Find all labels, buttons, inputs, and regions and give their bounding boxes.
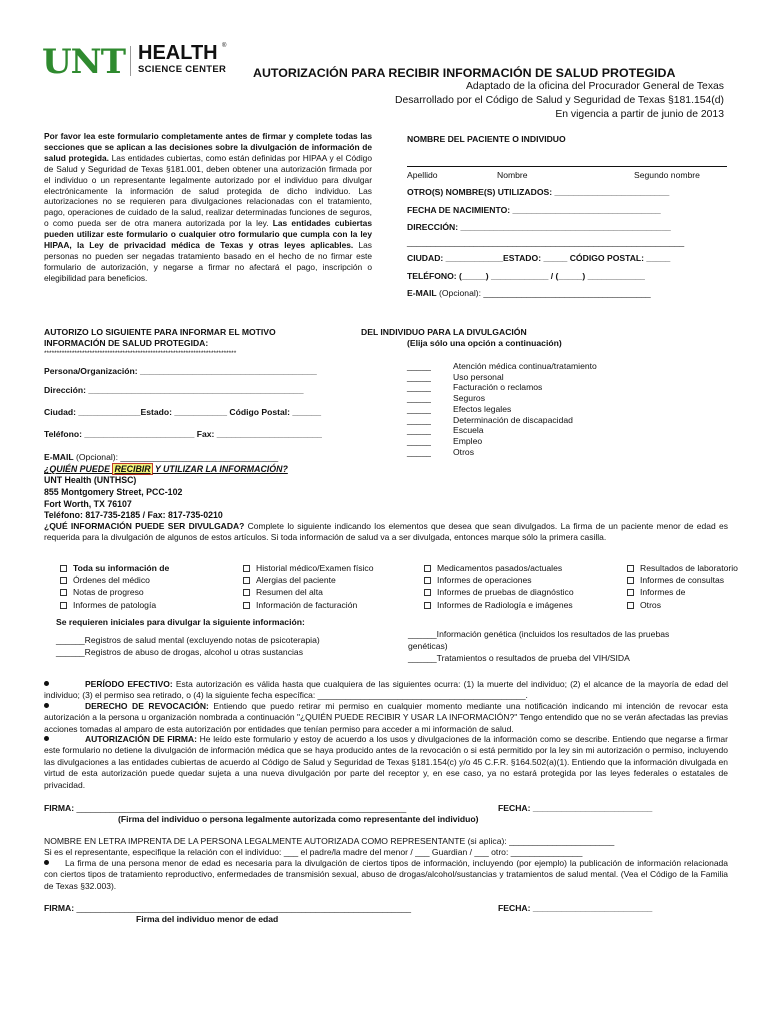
info-item-label: Toda su información de — [73, 563, 170, 573]
info-item-label: Informes de consultas — [640, 575, 725, 586]
checkbox-icon[interactable] — [60, 577, 67, 584]
recipient-city-field[interactable]: Ciudad: _____________Estado: ___________ Código Postal: ______ — [44, 407, 322, 417]
info-checkbox-item[interactable] — [243, 599, 374, 611]
revocacion-paragraph — [44, 701, 728, 735]
checkbox-icon[interactable] — [627, 589, 634, 596]
subtitle-line-3: En vigencia a partir de junio de 2013 — [555, 109, 724, 120]
bullet-icon — [44, 736, 49, 741]
info-checkbox-item[interactable] — [243, 586, 374, 598]
purpose-blank: _____ — [407, 425, 431, 436]
divulgacion-options-list — [407, 361, 597, 457]
logo-science-center-text: SCIENCE CENTER — [138, 64, 227, 75]
patient-email-label: E-MAIL — [407, 288, 437, 298]
firma-auth-text: He leído este formulario y estoy de acuerdo a los usos y divulgaciones de la información como se describe. Entiendo que negarse a firmar este formulario no detiene la divulgación de información médica que se haya producido antes de la revocación o si está permitido por la ley sin mi autorización o permiso, incluyendo las divulgaciones a las entidades cubiertas de acuerdo al Código de Salud y Seguridad de Texas §181.154(c) y/o 45 C.F.R. §164.502(a)(1). Entiendo que la información divulgada en virtud de esta autorización puede quedar sujeta a una nueva divulgación por parte del receptor y, en ese caso, ya no estará protegida por las leyes federales o estatales de privacidad. — [44, 734, 728, 790]
checkbox-icon[interactable] — [60, 589, 67, 596]
minor-text: La firma de una persona menor de edad es necesaria para la divulgación de ciertos tipos de información, incluyendo (por ejemplo) la publicación de información relacionada con ciertos tipos de tratamiento reproductivo, enfermedades de transmisión sexual, abuso de drogas/alcohol/sustancias y tratamientos de salud mental. (Vea el Código de la Familia de Texas §32.003). — [44, 858, 728, 891]
info-checkbox-item[interactable] — [60, 599, 169, 611]
info-item-label: Resumen del alta — [256, 587, 323, 598]
purpose-label: Uso personal — [453, 371, 504, 382]
info-column-4 — [627, 562, 738, 611]
representative-name-field[interactable]: NOMBRE EN LETRA IMPRENTA DE LA PERSONA LEGALMENTE AUTORIZADA COMO REPRESENTANTE (si aplica): ______________________ — [44, 836, 615, 846]
purpose-option[interactable] — [407, 382, 597, 393]
recipient-city: Fort Worth, TX 76107 — [44, 499, 132, 509]
info-item-label: Informes de — [640, 587, 686, 598]
purpose-option[interactable] — [407, 404, 597, 415]
info-item-label: Medicamentos pasados/actuales — [437, 563, 563, 573]
bullet-icon — [44, 681, 49, 686]
purpose-label: Facturación o reclamos — [453, 382, 543, 393]
quien-highlight: RECIBIR — [114, 464, 151, 474]
signature-line-2: ______________________________________________________________________ — [74, 903, 412, 913]
checkbox-icon[interactable] — [627, 577, 634, 584]
logo-divider — [130, 46, 131, 76]
autorizo-stars: **************************************************************************** — [44, 350, 237, 357]
label-nombre: Nombre — [497, 170, 528, 180]
purpose-option[interactable] — [407, 447, 597, 458]
periodo-label: PERÍODO EFECTIVO: — [85, 679, 173, 689]
signature-caption-2: Firma del individuo menor de edad — [136, 914, 279, 924]
firma-auth-label: AUTORIZACIÓN DE FIRMA: — [85, 734, 197, 744]
checkbox-icon[interactable] — [243, 589, 250, 596]
info-item-label: Historial médico/Examen físico — [256, 563, 374, 573]
label-apellido: Apellido — [407, 170, 438, 180]
info-checkbox-item[interactable] — [424, 562, 574, 574]
checkbox-icon[interactable] — [424, 565, 431, 572]
info-item-label: Resultados de laboratorio — [640, 563, 738, 573]
recipient-address-field[interactable]: Dirección: _____________________________________________ — [44, 385, 304, 395]
purpose-blank: _____ — [407, 371, 431, 382]
info-item-label: Información de facturación — [256, 599, 358, 610]
signature-date-2[interactable]: FECHA: _________________________ — [498, 903, 653, 913]
signature-caption-1: (Firma del individuo o persona legalmente autorizada como representante del individuo) — [118, 814, 479, 824]
subtitle-line-2: Desarrollado por el Código de Salud y Seguridad de Texas §181.154(d) — [394, 95, 724, 106]
initials-genetic-info-cont: genéticas) — [408, 641, 448, 651]
revocacion-label: DERECHO DE REVOCACIÓN: — [85, 701, 209, 711]
divulgacion-header-1: DEL INDIVIDUO PARA LA DIVULGACIÓN — [361, 327, 527, 337]
label-segundo-nombre: Segundo nombre — [634, 170, 700, 180]
info-item-label: Notas de progreso — [73, 587, 144, 598]
purpose-label: Escuela — [453, 425, 484, 436]
info-checkbox-item[interactable] — [60, 562, 169, 574]
form-title: AUTORIZACIÓN PARA RECIBIR INFORMACIÓN DE SALUD PROTEGIDA — [253, 66, 676, 80]
patient-name-header: NOMBRE DEL PACIENTE O INDIVIDUO — [407, 134, 566, 144]
initials-hiv-aids[interactable]: ______Tratamientos o resultados de prueba del VIH/SIDA — [408, 653, 630, 663]
patient-email-rest: (Opcional): ___________________________________ — [436, 288, 651, 298]
purpose-label: Seguros — [453, 393, 486, 404]
checkbox-icon[interactable] — [243, 577, 250, 584]
purpose-label: Efectos legales — [453, 403, 512, 414]
checkbox-icon[interactable] — [424, 589, 431, 596]
intro-paragraph — [44, 131, 372, 284]
que-text: Complete lo siguiente indicando los elementos que desea que sean divulgados. La firma de un paciente menor de edad es requerida para la divulgación de algunos de estos artículos. Si toda información de salud va a ser divulgada, entonces marque sólo la primera casilla. — [44, 521, 728, 543]
patient-city-state-zip-field[interactable]: CIUDAD: ____________ESTADO: _____ CÓDIGO POSTAL: _____ — [407, 253, 671, 263]
info-checkbox-item[interactable] — [627, 562, 738, 574]
recipient-phone: Teléfono: 817-735-2185 / Fax: 817-735-0210 — [44, 510, 223, 520]
patient-address-line-2[interactable]: __________________________________________________________ — [407, 237, 685, 247]
signature-field-1[interactable] — [44, 803, 406, 813]
patient-email-field[interactable] — [407, 288, 651, 298]
representative-relationship-field[interactable]: Si es el representante, especifique la relación con el individuo: ___ el padre/la madre del menor / ___ Guardian / ___ otro: _______________ — [44, 847, 583, 857]
intro-bold-2: Las entidades cubiertas pueden utilizar este formulario o cualquier otro formulario que cumpla con la ley HIPAA, la Ley de privacidad médica de Texas y otras leyes aplicables. — [44, 218, 372, 251]
info-column-2 — [243, 562, 374, 611]
intro-text-1: Las entidades cubiertas, como están definidas por HIPAA y el Código de Salud y Seguridad de Texas §181.001, deben obtener una autorización firmada por el individuo o un representante legalmente autorizado por el individuo para divulgar electrónicamente la información de salud protegida de dicho individuo. Las autorizaciones no se requieren para divulgaciones relacionadas con el tratamiento, pago, operaciones de cuidado de la salud, realizar determinadas funciones de seguros, o como pueda ser de otra manera autorizada por la ley. — [44, 152, 372, 229]
autorizo-header-1: AUTORIZO LO SIGUIENTE PARA INFORMAR EL MOTIVO — [44, 327, 276, 337]
patient-phone-field[interactable]: TELÉFONO: (_____) ____________ / (_____) ____________ — [407, 271, 645, 281]
info-column-3 — [424, 562, 574, 611]
revocacion-text: Entiendo que puedo retirar mi permiso en cualquier momento mediante una notificación indicando mi intención de revocar esta autorización a la persona u organización nombrada a continuación "¿QUIÉN PUEDE RECIBIR Y USAR LA INFORMACIÓN?" Tengo entendido que no se verán afectadas las previas acciones tomadas al amparo de esta autorización por entidades que tenían permiso para acceder a mi información de salud. — [44, 701, 728, 734]
minor-signature-paragraph — [44, 858, 728, 892]
other-names-field[interactable]: OTRO(S) NOMBRE(S) UTILIZADOS: ________________________ — [407, 187, 670, 197]
quien-question — [44, 464, 288, 475]
logo-unt-text: UNT — [42, 42, 126, 82]
unt-health-logo — [42, 40, 252, 80]
birth-date-field[interactable]: FECHA DE NACIMIENTO: _______________________________ — [407, 205, 661, 215]
info-checkbox-item[interactable] — [424, 599, 574, 611]
info-checkbox-item[interactable] — [424, 586, 574, 598]
checkbox-icon[interactable] — [424, 577, 431, 584]
purpose-option[interactable] — [407, 372, 597, 383]
info-item-label: Alergias del paciente — [256, 575, 336, 586]
info-checkbox-item[interactable] — [243, 574, 374, 586]
quien-pre: ¿QUIÉN PUEDE — [44, 464, 113, 474]
autorizo-header-2: INFORMACIÓN DE SALUD PROTEGIDA: — [44, 338, 209, 348]
purpose-option[interactable] — [407, 436, 597, 447]
info-checkbox-item[interactable] — [627, 574, 738, 586]
que-question: ¿QUÉ INFORMACIÓN PUEDE SER DIVULGADA? — [44, 521, 245, 531]
intro-text-2: Las personas no pueden ser negadas tratamiento basado en el hecho de no firmar este formulario de autorización, y negarse a firmar no afectará el pago, inscripción o elegibilidad para beneficios. — [44, 240, 372, 283]
que-paragraph — [44, 521, 728, 543]
initials-required-label: Se requieren iniciales para divulgar la siguiente información: — [56, 617, 305, 627]
purpose-option[interactable] — [407, 425, 597, 436]
recipient-email-rest: (Opcional): _________________________________ — [73, 452, 279, 462]
subtitle-line-1: Adaptado de la oficina del Procurador General de Texas — [465, 81, 724, 92]
signature-label-1: FIRMA: — [44, 803, 75, 813]
recipient-email-label: E-MAIL — [44, 452, 74, 462]
info-column-1 — [60, 562, 169, 611]
purpose-blank: _____ — [407, 382, 431, 393]
purpose-label: Determinación de discapacidad — [453, 414, 573, 425]
checkbox-icon[interactable] — [627, 602, 634, 609]
info-item-label: Informes de patología — [73, 599, 157, 610]
purpose-blank: _____ — [407, 435, 431, 446]
initials-mental-health[interactable]: ______Registros de salud mental (excluyendo notas de psicoterapia) — [56, 635, 320, 645]
bullet-icon — [44, 703, 49, 708]
purpose-label: Otros — [453, 446, 475, 457]
firma-auth-paragraph — [44, 734, 728, 791]
purpose-blank: _____ — [407, 361, 431, 371]
purpose-option[interactable] — [407, 393, 597, 404]
purpose-blank: _____ — [407, 393, 431, 404]
signature-label-2: FIRMA: — [44, 903, 75, 913]
bullet-icon — [44, 860, 49, 865]
signature-date-1[interactable]: FECHA: _________________________ — [498, 803, 653, 813]
checkbox-icon[interactable] — [243, 602, 250, 609]
info-checkbox-item[interactable] — [627, 599, 738, 611]
info-item-label: Órdenes del médico — [73, 575, 150, 586]
intro-bold-1: Por favor lea este formulario completamente antes de firmar y complete todas las secciones que se aplican a las decisiones sobre la divulgación de información de salud protegida. — [44, 131, 372, 163]
info-item-label: Informes de Radiología e imágenes — [437, 599, 573, 610]
quien-post: Y UTILIZAR LA INFORMACIÓN? — [152, 464, 288, 474]
logo-health-text: HEALTH — [138, 42, 218, 64]
initials-genetic-info[interactable]: ______Información genética (incluidos los resultados de las pruebas — [408, 629, 670, 639]
info-checkbox-item[interactable] — [243, 562, 374, 574]
periodo-text: Esta autorización es válida hasta que cualquiera de las siguientes ocurra: (1) la muerte del individuo; (2) el alcance de la mayoría de edad del individuo; (3) el permiso sea retirado, o (4) la siguiente fecha específica: ____________________________________________. — [44, 679, 728, 701]
checkbox-icon[interactable] — [60, 565, 67, 572]
purpose-blank: _____ — [407, 403, 431, 414]
info-item-label: Informes de pruebas de diagnóstico — [437, 587, 574, 598]
purpose-label: Atención médica continua/tratamiento — [453, 361, 597, 371]
info-item-label: Informes de operaciones — [437, 575, 532, 586]
purpose-label: Empleo — [453, 435, 483, 446]
purpose-option[interactable] — [407, 415, 597, 426]
signature-line-1: _____________________________________________________________________ — [74, 803, 407, 813]
checkbox-icon[interactable] — [60, 602, 67, 609]
recipient-name: UNT Health (UNTHSC) — [44, 475, 137, 485]
info-checkbox-item[interactable] — [60, 586, 169, 598]
checkbox-icon[interactable] — [243, 565, 250, 572]
periodo-paragraph — [44, 679, 728, 702]
purpose-blank: _____ — [407, 414, 431, 425]
info-checkbox-item[interactable] — [627, 586, 738, 598]
initials-substance-abuse[interactable]: ______Registros de abuso de drogas, alcohol u otras sustancias — [56, 647, 303, 657]
recipient-email-field[interactable] — [44, 452, 278, 462]
logo-trademark: ® — [222, 43, 227, 49]
patient-address-field[interactable]: DIRECCIÓN: ____________________________________________ — [407, 222, 671, 232]
patient-name-line[interactable] — [407, 166, 727, 167]
checkbox-icon[interactable] — [627, 565, 634, 572]
purpose-blank: _____ — [407, 446, 431, 457]
purpose-option[interactable] — [407, 361, 597, 372]
recipient-phone-fax-field[interactable]: Teléfono: _______________________ Fax: ______________________ — [44, 429, 322, 439]
info-item-label: Otros — [640, 599, 662, 610]
signature-field-2[interactable] — [44, 903, 411, 913]
info-checkbox-item[interactable] — [424, 574, 574, 586]
recipient-street: 855 Montgomery Street, PCC-102 — [44, 487, 183, 497]
recipient-person-field[interactable]: Persona/Organización: _____________________________________ — [44, 366, 317, 376]
divulgacion-header-2: (Elija sólo una opción a continuación) — [407, 338, 562, 348]
checkbox-icon[interactable] — [424, 602, 431, 609]
info-checkbox-item[interactable] — [60, 574, 169, 586]
